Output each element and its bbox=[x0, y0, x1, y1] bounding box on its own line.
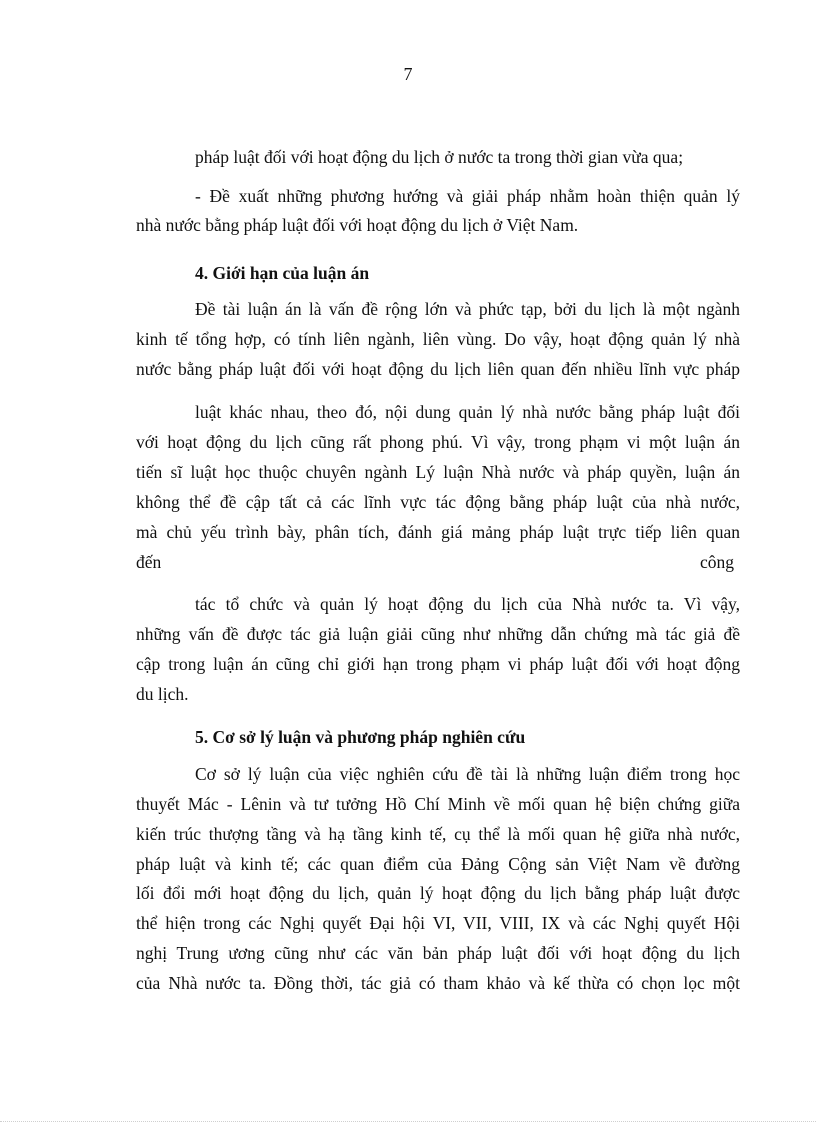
text-line: nước bằng pháp luật đối với hoạt động du lịch liên quan đến nhiều lĩnh vực pháp bbox=[136, 359, 740, 379]
text-line: mà chủ yếu trình bày, phân tích, đánh giá mảng pháp luật trực tiếp liên quan bbox=[136, 522, 740, 542]
text-line: nhà nước bằng pháp luật đối với hoạt động du lịch ở Việt Nam. bbox=[136, 215, 579, 235]
text-line: cập trong luận án cũng chỉ giới hạn trong phạm vi pháp luật đối với hoạt động bbox=[136, 654, 740, 674]
text-line: pháp luật đối với hoạt động du lịch ở nước ta trong thời gian vừa qua; bbox=[195, 147, 684, 167]
text-line: lối đổi mới hoạt động du lịch, quản lý hoạt động du lịch bằng pháp luật được bbox=[136, 883, 740, 903]
text-line: không thể đề cập tất cả các lĩnh vực tác động bằng pháp luật của nhà nước, bbox=[136, 492, 740, 512]
text-line: với hoạt động du lịch cũng rất phong phú. Vì vậy, trong phạm vi một luận án bbox=[136, 432, 740, 452]
text-line: kinh tế tổng hợp, có tính liên ngành, liên vùng. Do vậy, hoạt động quản lý nhà bbox=[136, 329, 740, 349]
text-line: du lịch. bbox=[136, 684, 189, 704]
text-line: Đề tài luận án là vấn đề rộng lớn và phức tạp, bởi du lịch là một ngành bbox=[195, 299, 740, 319]
text-line: pháp luật và kinh tế; các quan điểm của Đảng Cộng sản Việt Nam về đường bbox=[136, 854, 740, 874]
page-bottom-divider bbox=[0, 1121, 816, 1122]
text-line: Cơ sở lý luận của việc nghiên cứu đề tài là những luận điểm trong học bbox=[195, 764, 740, 784]
text-line: công bbox=[700, 552, 735, 572]
page-number: 7 bbox=[403, 64, 413, 84]
text-line: luật khác nhau, theo đó, nội dung quản lý nhà nước bằng pháp luật đối bbox=[195, 402, 740, 422]
text-line: nghị Trung ương cũng như các văn bản pháp luật đối với hoạt động du lịch bbox=[136, 943, 740, 963]
text-line: thuyết Mác - Lênin và tư tưởng Hồ Chí Minh về mối quan hệ biện chứng giữa bbox=[136, 794, 740, 814]
section-heading: 5. Cơ sở lý luận và phương pháp nghiên cứu bbox=[195, 727, 526, 747]
text-line: thể hiện trong các Nghị quyết Đại hội VI, VII, VIII, IX và các Nghị quyết Hội bbox=[136, 913, 740, 933]
text-line: những vấn đề được tác giả luận giải cũng như những dẫn chứng mà tác giả đề bbox=[136, 624, 740, 644]
text-line: tiến sĩ luật học thuộc chuyên ngành Lý luận Nhà nước và pháp quyền, luận án bbox=[136, 462, 740, 482]
text-line: kiến trúc thượng tầng và hạ tầng kinh tế, cụ thể là mối quan hệ giữa nhà nước, bbox=[136, 824, 740, 844]
text-line: của Nhà nước ta. Đồng thời, tác giả có tham khảo và kế thừa có chọn lọc một bbox=[136, 973, 740, 993]
section-heading: 4. Giới hạn của luận án bbox=[195, 263, 370, 283]
text-line: tác tổ chức và quản lý hoạt động du lịch của Nhà nước ta. Vì vậy, bbox=[195, 594, 740, 614]
text-line: - Đề xuất những phương hướng và giải pháp nhằm hoàn thiện quản lý bbox=[195, 186, 740, 206]
text-line: đến bbox=[136, 552, 162, 572]
